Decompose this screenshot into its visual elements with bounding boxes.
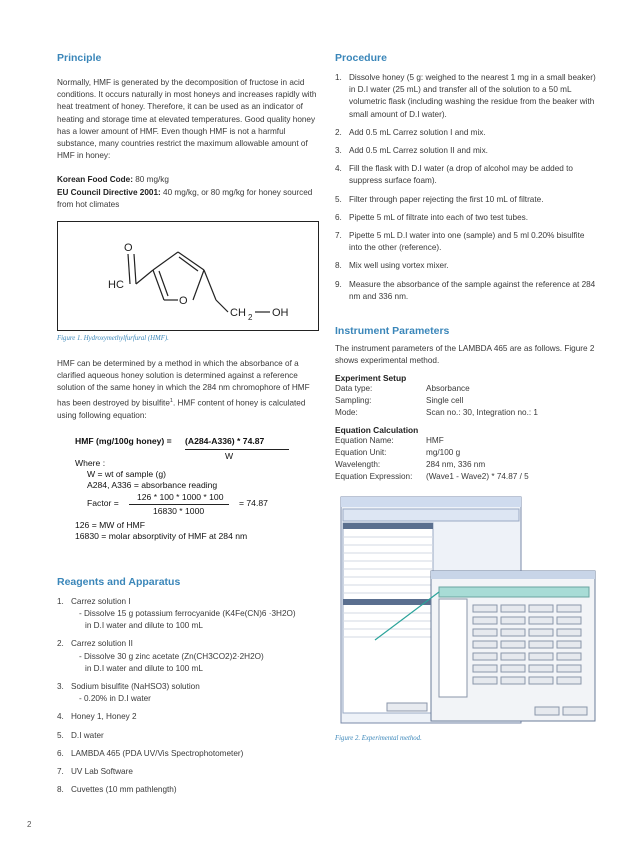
left-column [57, 52, 319, 802]
procedure-step [335, 72, 597, 121]
calc-table [335, 435, 597, 483]
step-text: Filter through paper rejecting the first 10 mL of filtrate. [349, 194, 544, 204]
equation-denominator: W [225, 450, 234, 461]
reagent-number: 7. [57, 767, 64, 777]
instrument-heading: Instrument Parameters [335, 325, 450, 338]
step-text: Fill the flask with D.I water (a drop of alcohol may be added to suppress surface foam). [349, 164, 573, 186]
reagent-text: D.I water [71, 730, 104, 740]
param-label: Data type: [335, 384, 373, 394]
param-row [335, 383, 597, 395]
param-value: 284 nm, 336 nm [426, 460, 486, 470]
reagent-item [57, 711, 319, 723]
factor-result: = 74.87 [239, 497, 268, 508]
procedure-step [335, 163, 597, 187]
reagent-item [57, 784, 319, 796]
equation-w-def: W = wt of sample (g) [87, 468, 167, 479]
step-number: 3. [335, 146, 342, 156]
step-number: 6. [335, 212, 342, 222]
reagent-detail: - 0.20% in D.I water [79, 694, 151, 704]
procedure-step [335, 194, 597, 206]
reagent-number: 3. [57, 682, 64, 691]
param-row [335, 459, 597, 471]
oh-label: OH [272, 307, 289, 320]
param-value: (Wave1 - Wave2) * 74.87 / 5 [426, 472, 529, 482]
step-number: 9. [335, 279, 342, 289]
reagent-detail: in D.I water and dilute to 100 mL [85, 663, 203, 673]
step-number: 2. [335, 127, 342, 137]
step-text: Add 0.5 mL Carrez solution II and mix. [349, 146, 488, 156]
param-row [335, 395, 597, 407]
reagent-text: Cuvettes (10 mm pathlength) [71, 785, 177, 795]
principle-heading: Principle [57, 52, 102, 64]
reagents-heading: Reagents and Apparatus [57, 575, 181, 588]
instrument-text: The instrument parameters of the LAMBDA 465 are as follows. Figure 2 shows experimental method. [335, 344, 595, 366]
param-value: Single cell [426, 396, 464, 406]
step-text: Dissolve honey (5 g: weighed to the nearest 1 mg in a small beaker) in D.I water (25 mL) and transfer all of the solution to a 50 mL volumetric flask (including washing the residue from the beaker with small amount of D.I water). [349, 73, 596, 119]
param-row [335, 471, 597, 483]
reagent-text: Honey 1, Honey 2 [71, 712, 137, 722]
reagent-text: Carrez solution I [71, 596, 131, 606]
reagent-item [57, 766, 319, 778]
reagent-item [57, 681, 319, 705]
hmf-equation [57, 436, 319, 544]
page-number: 2 [27, 820, 32, 829]
ring-o-label: O [179, 295, 188, 308]
factor-fraction-bar [129, 504, 229, 505]
hmf-method-text: HMF can be determined by a method in which the absorbance of a clarified aqueous honey solution is determined against a reference solution of the same honey in which the 284 nm chromophore of HMF has been destroyed by bisulfite$^1$. HMF content of honey is calculated using following equation: [57, 359, 310, 420]
param-label: Equation Name: [335, 436, 394, 446]
procedure-step [335, 145, 597, 157]
step-number: 5. [335, 194, 342, 204]
step-number: 4. [335, 164, 342, 174]
procedure-step [335, 127, 597, 139]
factor-numerator: 126 * 100 * 1000 * 100 [137, 491, 224, 502]
step-text: Pipette 5 mL D.I water into one (sample) and 5 ml 0.20% bisulfite into the other (reference). [349, 231, 585, 253]
step-number: 7. [335, 231, 342, 241]
step-number: 8. [335, 261, 342, 271]
equation-a-def: A284, A336 = absorbance reading [87, 479, 218, 490]
reagent-number: 2. [57, 639, 64, 649]
param-label: Mode: [335, 408, 358, 418]
reagent-text: Carrez solution II [71, 639, 133, 649]
param-label: Sampling: [335, 396, 372, 406]
absorptivity-def: 16830 = molar absorptivity of HMF at 284 nm [75, 530, 248, 541]
calc-heading: Equation Calculation [335, 425, 419, 436]
procedure-list [335, 72, 597, 303]
procedure-step [335, 212, 597, 224]
equation-where: Where : [75, 457, 106, 468]
right-column [335, 52, 597, 742]
param-label: Wavelength: [335, 460, 381, 470]
reagent-text: LAMBDA 465 (PDA UV/Vis Spectrophotometer) [71, 748, 244, 758]
step-text: Add 0.5 mL Carrez solution I and mix. [349, 127, 486, 137]
param-value: HMF [426, 436, 444, 446]
reagent-number: 8. [57, 785, 64, 795]
eu-limit: EU Council Directive 2001: 40 mg/kg, or 80 mg/kg for honey sourced from hot climates [57, 187, 313, 209]
step-text: Pipette 5 mL of filtrate into each of two test tubes. [349, 212, 529, 222]
param-label: Equation Expression: [335, 472, 413, 482]
reagent-detail: - Dissolve 30 g zinc acetate (Zn(CH3CO2)2·2H2O) [79, 651, 264, 661]
equation-lhs: HMF (mg/100g honey) = [75, 435, 172, 446]
param-value: Absorbance [426, 384, 470, 394]
korean-limit: Korean Food Code: 80 mg/kg [57, 175, 169, 185]
reagent-number: 6. [57, 748, 64, 758]
step-number: 1. [335, 73, 342, 82]
reagent-item [57, 730, 319, 742]
reagent-number: 4. [57, 712, 64, 722]
step-text: Measure the absorbance of the sample against the reference at 284 nm and 336 nm. [349, 279, 596, 301]
reagent-item [57, 638, 319, 675]
factor-label: Factor = [87, 497, 119, 508]
equation-fraction-bar [185, 449, 289, 450]
param-label: Equation Unit: [335, 448, 387, 458]
figure-2-screenshot [335, 495, 597, 733]
step-text: Mix well using vortex mixer. [349, 261, 449, 271]
setup-heading: Experiment Setup [335, 373, 407, 384]
reagent-number: 1. [57, 596, 64, 606]
figure-2-caption: Figure 2. Experimental method. [335, 735, 422, 743]
reagent-number: 5. [57, 730, 64, 740]
param-value: mg/100 g [426, 448, 461, 458]
figure-1 [57, 221, 319, 331]
param-row [335, 407, 597, 419]
reagent-item [57, 748, 319, 760]
principle-text: Normally, HMF is generated by the decomposition of fructose in acid conditions. It occurs naturally in most honeys and increases rapidly with heat treatment of honey. Therefore, it can be used as an indicator of heating and storage time at elevated temperatures. Good quality honey has a lower amount of HMF. Even though HMF is not a harmful substance, many countries restrict the maximum allowable amount of HMF in honey: [57, 78, 317, 161]
procedure-step [335, 279, 597, 303]
ch2-label: CH [230, 307, 246, 320]
mw-def: 126 = MW of HMF [75, 519, 145, 530]
reagents-list [57, 596, 319, 797]
hmf-structure-diagram [58, 222, 318, 330]
param-row [335, 447, 597, 459]
aldehyde-o-label: O [124, 242, 133, 255]
setup-table [335, 383, 597, 419]
reagent-text: Sodium bisulfite (NaHSO3) solution [71, 682, 200, 691]
factor-denominator: 16830 * 1000 [153, 505, 205, 516]
equation-numerator: (A284-A336) * 74.87 [185, 435, 265, 446]
procedure-step [335, 230, 597, 254]
software-screenshot-drawing [335, 495, 597, 733]
param-row [335, 435, 597, 447]
reagent-item [57, 596, 319, 633]
param-value: Scan no.: 30, Integration no.: 1 [426, 408, 538, 418]
procedure-heading: Procedure [335, 52, 387, 64]
reagent-detail: in D.I water and dilute to 100 mL [85, 621, 203, 631]
figure-1-caption: Figure 1. Hydroxymethylfurfural (HMF). [57, 335, 169, 343]
reagent-detail: - Dissolve 15 g potassium ferrocyanide (K4Fe(CN)6 ·3H2O) [79, 608, 296, 618]
reagent-text: UV Lab Software [71, 767, 133, 777]
ch2-subscript: 2 [248, 313, 253, 323]
hc-label: HC [108, 279, 124, 292]
procedure-step [335, 260, 597, 272]
